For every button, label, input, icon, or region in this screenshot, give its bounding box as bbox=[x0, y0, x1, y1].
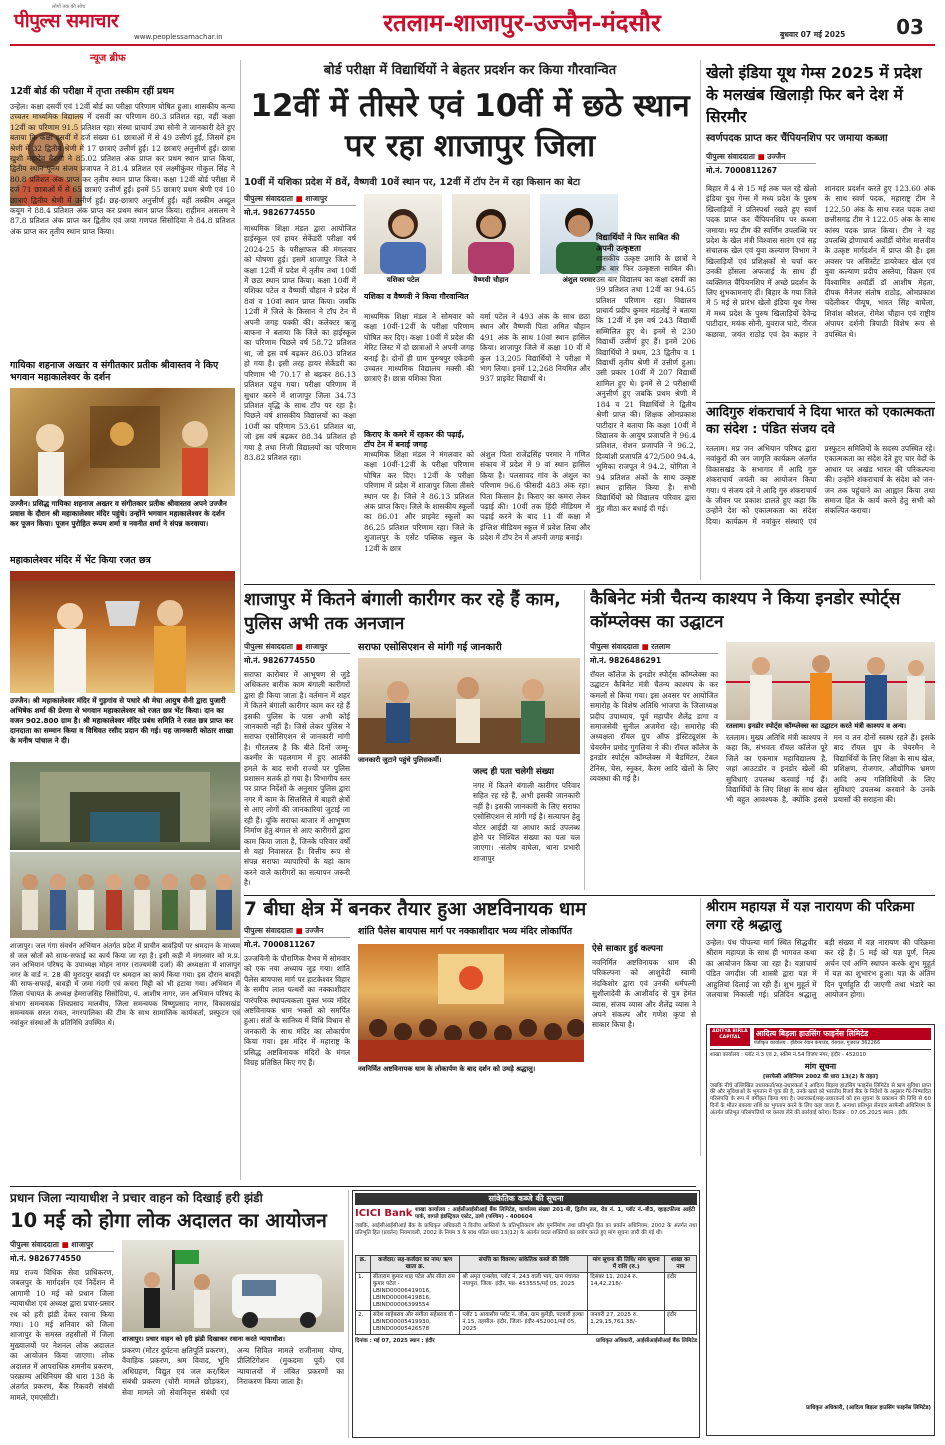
khelo-mobile: मो.नं. 7000811267 bbox=[706, 166, 778, 175]
aditya-reg-office: पंजीकृत कार्यालय : इंडियन रेयान कंपाउंड, वेरावल, गुजरात 362266 bbox=[753, 1040, 881, 1046]
icici-col-borrower: कर्जदार/ सह-कर्जदार का नाम/ ऋण खाता क्र. bbox=[370, 1255, 460, 1272]
cabinet-headline: कैबिनेट मंत्री चैतन्य काश्यप ने किया इनडोर स्पोर्ट्स कॉम्प्लेक्स का उद्घाटन bbox=[590, 589, 901, 632]
table-row bbox=[356, 1310, 697, 1334]
photo-vaishnavi bbox=[452, 194, 530, 274]
table-cell: संदेश साहेबराव और संगीता सहेबराव वी - LBIND00005419930, LBIND00005426578 bbox=[370, 1310, 460, 1334]
sub3-body: वर्मा पटेल ने 493 अंक के साथ छठा स्थान और वैष्णवी पिता अमित चौहान 491 अंक के साथ 10वां स्थान हासिल किया। शाजापुर जिले में कक्षा 10 वीं में कुल 13,205 विद्यार्थियों ने परीक्षा में भाग लिया। इनमें 12,268 नियमित और 937 प्राइवेट विद्यार्थी थे। bbox=[480, 312, 590, 384]
col-divider-4 bbox=[700, 898, 701, 1156]
icici-address: शाखा कार्यालय : आईसीआईसीआई बैंक लिमिटेड, कार्यालय संख्या 201-बी, द्वितीय तल, रोड नं. 1, प्लॉट नं.-बी3, व्हाइटफील्ड आईटी पार्क, वागले इंडस्ट्रियल एस्टेट, ठाणे (पश्चिम) - 400604 bbox=[415, 1207, 695, 1220]
sub4-body: अंशुल पिता राजेंद्रसिंह परमार ने गणित संकाय में प्रदेश में 9 वां स्थान हासिल किया है। पलसावद गांव के अंशुल का परिणाम 96.6 फीसदी 483 अंक रहा। पिता किसान है। किराए का कमरा लेकर पढ़ाई की। 10वीं तक हिंदी मीडियम में पढ़ाई करने के बाद 11 वीं कक्षा में इंग्लिश मीडियम स्कूल में प्रवेश लिया और प्रदेश में टॉप टेन में अपनी जगह बनाई। bbox=[480, 450, 590, 543]
edition-title: रतलाम-शाजापुर-उज्जैन-मंदसौर bbox=[383, 9, 661, 37]
lead-sub-b bbox=[480, 292, 590, 570]
table-cell: दिसंबर 11, 2024 रु. 14,42,218/- bbox=[588, 1272, 665, 1310]
news-brief-label: न्यूज ब्रीफ bbox=[90, 53, 126, 64]
lok-adalat-byline: पीपुल्स संवाददाता ■ शाजापुर bbox=[10, 1240, 114, 1252]
shankaracharya-story bbox=[706, 404, 935, 580]
ashtavinayak-col-1 bbox=[244, 926, 350, 1146]
masthead bbox=[0, 0, 945, 50]
bengali-byline: पीपुल्स संवाददाता ■ शाजापुर bbox=[244, 642, 350, 654]
ashtavinayak-body: उज्जयिनी के पौराणिक वैभव में सोमवार को एक नया अध्याय जुड़ गया। शांति पैलेस बायपास मार्ग पर हाटकेश्वर विहार के समीप लाल पत्थरों का नक्काशीदार पारंपरिक स्थापत्यकला युक्त भव्य मंदिर अष्टविनायक धाम भक्तों को समर्पित हुआ। संतों के सानिध्य में विधि विधान से जनकारी के साथ मंदिर का लोकार्पण किया गया। इस मंदिर में महाराष्ट्र के प्रसिद्ध अष्टविनायक मंदिरों के मंगल विग्रह प्रतिष्ठित किए गए हैं। bbox=[244, 954, 350, 1068]
shankaracharya-headline: आदिगुरु शंकराचार्य ने दिया भारत को एकात्मकता का संदेश : पंडित संजय दवे bbox=[706, 405, 935, 437]
bengali-mobile: मो.नं. 9826774550 bbox=[244, 656, 316, 665]
icici-sign: प्राधिकृत अधिकारी, आईसीआईसीआई बैंक लिमिटेड bbox=[596, 1337, 697, 1344]
bengali-headline: शाजापुर में कितने बंगाली कारीगर कर रहे हैं काम, पुलिस अभी तक अनजान bbox=[244, 590, 561, 634]
brief-2-title: गायिका शहनाज अख्तर व संगीतकार प्रतीक श्रीवास्तव ने किए भगवान महाकालेश्वर के दर्शन bbox=[10, 360, 219, 383]
aditya-sign: प्राधिकृत अधिकारी, (आदित्य बिड़ला हाउसिंग फाइनेंस लिमिटेड) bbox=[806, 1404, 931, 1411]
ashtavinayak-media bbox=[358, 944, 584, 1074]
caption-anshul: अंशुल परमार bbox=[562, 276, 596, 284]
lok-adalat-story bbox=[10, 1190, 344, 1438]
lok-adalat-kicker: प्रधान जिला न्यायाधीश ने प्रचार वाहन को दिखाई हरी झंडी bbox=[10, 1191, 263, 1205]
lok-adalat-col-2 bbox=[122, 1240, 344, 1432]
cabinet-row bbox=[590, 642, 935, 888]
cabinet-body: रॉयल कॉलेज के इनडोर स्पोर्ट्स कॉम्प्लेक्स का उद्घाटन कैबिनेट मंत्री चैतन्य काश्यप के कर कमलों से किया गया। इस अवसर पर आयोजित समारोह के विशेष अतिथि भाजपा के जिलाध्यक्ष प्रदीप उपाध्याय, पूर्व महापौर शैलेंद्र डागा व समाजसेवी सुनील अजमेरा रहे। समारोह की अध्यक्षता रॉयल ग्रुप ऑफ इंस्टिट्यूशंस के चेयरमैन प्रमोद गुगलिया ने की। रॉयल कॉलेज के इनडोर स्पोर्ट्स कॉम्प्लेक्स में बैडमिंटन, टेबल टेनिस, चेस, स्नूकर, कैरम आदि खेलों के लिए व्यवस्था की गई है। bbox=[590, 670, 718, 784]
cabinet-story bbox=[590, 588, 935, 888]
brand-tag: लोगों तक की सोच bbox=[52, 4, 86, 10]
ashtavinayak-body-cont bbox=[358, 1076, 696, 1146]
table-cell: इंदौर bbox=[665, 1272, 697, 1310]
lok-adalat-mobile: मो.नं. 9826774550 bbox=[10, 1254, 82, 1263]
lok-adalat-headline: 10 मई को होगा लोक अदालत का आयोजन bbox=[10, 1209, 327, 1232]
khelo-bottom-rule bbox=[706, 402, 935, 403]
ashtavinayak-box bbox=[592, 944, 696, 1074]
brief-3-title: महाकालेश्वर मंदिर में भेंट किया रजत छत्र bbox=[10, 555, 151, 566]
col-divider-1 bbox=[240, 60, 241, 1180]
bengali-story bbox=[244, 588, 580, 893]
shehnaz-photo bbox=[10, 388, 235, 496]
icici-notice bbox=[352, 1190, 700, 1438]
ashtavinayak-mobile: मो.नं. 7000811267 bbox=[244, 940, 316, 949]
table-row bbox=[356, 1272, 697, 1310]
silver-chhatra-photo bbox=[10, 571, 235, 693]
sarafa-photo bbox=[358, 658, 580, 754]
flag-off-photo bbox=[122, 1240, 344, 1332]
ashtavinayak-col-2 bbox=[358, 926, 696, 1146]
shramdaan-caption: शाजापुर। जल गंगा संवर्धन अभियान अंतर्गत प्रदेश में प्राचीन बावड़ियों पर श्रमदान के माध्यम से जल स्रोतों को साफ-सफाई का कार्य किया जा रहा है। इसी कड़ी में मंगलवार को म.प्र. जन अभियान परिषद के उपाध्यक्ष मोहन नागर (राज्यमंत्री दर्जा) की अध्यक्षता में शाजापुर नगर के वार्ड न. 28 की मुरादपुर बावड़ी पर श्रमदान का कार्य किया गया। इस दौरान बावड़ी की साफ-सफाई, बावड़ी में जमा गंदगी एवं कचरा मिट्टी को भी हटाया गया। अभियान में जिला पंचायत के अध्यक्ष हेमराजसिंह सिसोदिया, पं. आशीष नागर, जन अभियान परिषद के संभाग समन्वयक शिवप्रसाद मालवीय, जिला समन्वयक विष्णुप्रसाद नागर, विकासखंड समन्वयक सरल रावत, नगरपालिका की टीम के साथ सामाजिक कार्यकर्ता, प्रस्फुटन एवं नवांकुर संस्थाओं के प्रतिनिधि उपस्थित थे। bbox=[10, 942, 240, 1027]
lead-photo-captions bbox=[364, 276, 618, 285]
aditya-body: जबकि नीचे उल्लिखित उधारकर्ता/सह-उधारकर्ता ने आदित्य बिड़ला हाउसिंग फाइनेंस लिमिटेड से ऋण सुविधा प्राप्त की और सुविधाओं के भुगतान में चूक की है, उनके खाते को भारतीय रिजर्व बैंक के निर्देशों के अनुसार गैर-निष्पादित परिसंपत्ति के रूप में वर्गीकृत किया गया है। उधारकर्ता/सह-उधारकर्ता को इस सूचना के प्रकाशन की तिथि से 60 दिनों के भीतर बकाया राशि का भुगतान करने के लिए कहा जाता है, अन्यथा प्रतिभूत लेनदार सरफेसी अधिनियम के अंतर्गत प्रतिभूत परिसंपत्तियों पर कब्जा लेने की कार्रवाई करेगा। दिनांक : 07.05.2025 स्थान : इंदौर bbox=[710, 1082, 931, 1117]
khelo-headline: खेलो इंडिया यूथ गेम्स 2025 में प्रदेश के मलखंब खिलाड़ी फिर बने देश में सिरमौर bbox=[706, 64, 922, 126]
page-number: 03 bbox=[896, 15, 924, 39]
brand-url[interactable]: www.peoplessamachar.in bbox=[134, 33, 223, 41]
khelo-byline: पीपुल्स संवाददाता ■ उज्जैन bbox=[706, 152, 816, 164]
table-cell: प्लॉट 1 आवासीय प्लॉट नं. जी4, ग्राम कुमेड़ी, पटवारी हल्का नं.15, तहसील- इंदौर, जिला- इंदौर-452001/मई 05, 2025 bbox=[460, 1310, 588, 1334]
bengali-sub-row bbox=[358, 767, 580, 893]
shriram-story bbox=[706, 898, 935, 1018]
brand-block bbox=[14, 4, 223, 42]
lok-adalat-row bbox=[10, 1240, 344, 1432]
brief-3-caption: उज्जैन। श्री महाकालेश्वर मंदिर में गुड़गांव से पधारे श्री मेघा आयुष सैनी द्वारा पुजारी अभिषेक शर्मा की प्रेरणा से भगवान महाकालेश्वर को रजत छत्र भेंट किया। दान का वजन 902.800 ग्राम है। श्री महाकालेश्वर मंदिर प्रबंध समिति ने रजत छत्र प्राप्त कर दानदाता का सम्मान किया व विधिवत रसीद प्रदान की गई। यह जानकारी कोठार शाखा के मनीष पांचाल ने दी। bbox=[10, 696, 234, 745]
shriram-body: उन्हेल। पंथ पीपल्या मार्ग स्थित सिद्धवीर श्रीराम महायज्ञ के साथ ही भागवत कथा का आयोजन किया जा रहा है। यज्ञाचार्य पंडित जगदीश जी शास्त्री द्वारा यज्ञ में आहुतियां दिलाई जा रही हैं। शुभ मुहूर्त में जलयात्रा निकाली गई। प्रतिदिन श्रद्धालु बड़ी संख्या में यज्ञ नारायण की परिक्रमा कर रहे हैं। 5 मई को यज्ञ पूर्ण, नित्य अर्चन एवं अग्नि स्थापन करके शुभ मुहूर्त में यज्ञ का शुभारंभ हुआ। यज्ञ के अंतिम दिन पूर्णाहुति दी जाएगी तथा भंडारे का आयोजन होगा। bbox=[706, 938, 935, 1000]
lead-subhead: 10वीं में यशिका प्रदेश में 8वें, वैष्णवी 10वें स्थान पर, 12वीं में टॉप टेन में रहा किसान का बेटा bbox=[244, 177, 581, 188]
ashtavinayak-box-title: ऐसे साकार हुई कल्पना bbox=[592, 944, 663, 954]
icici-col-sn: क्र. bbox=[356, 1255, 371, 1272]
sub2-body: माध्यमिक शिक्षा मंडल ने मंगलवार को कक्षा 10वीं-12वीं के परीक्षा परिणाम घोषित कर दिए। 12वीं के परीक्षा परिणाम में प्रदेश में शाजापुर जिला तीसरे स्थान पर है। जिले ने 86.13 प्रतिशत अंक प्राप्त किए। जिले के शासकीय स्कूलों का 86.01 और प्राइवेट स्कूलों का 86.25 प्रतिशत परिणाम रहा। जिले के शुजालपुर के एसेंट पब्लिक स्कूल के 12वीं के छात्र bbox=[364, 450, 474, 553]
shriram-headline: श्रीराम महायज्ञ में यज्ञ नारायण की परिक्रमा लगा रहे श्रद्धालु bbox=[706, 899, 915, 933]
bengali-body-cont bbox=[358, 767, 465, 893]
sub1-body: माध्यमिक शिक्षा मंडल ने सोमवार को कक्षा 10वीं-12वीं के परीक्षा परिणाम घोषित कर दिए। कक्षा 10वीं में प्रदेश की मेरिट लिस्ट में दो छात्राओं ने अपनी जगह बनाई है। दोनों ही ग्राम पुरुषपुर एकेडमी उच्चतर माध्यमिक विद्यालय मक्सी की छात्राएं हैं। छात्रा यशिका पिता bbox=[364, 312, 474, 384]
icici-title: सांकेतिक कब्जे की सूचना bbox=[355, 1193, 697, 1205]
bengali-sub-body: नगर में कितने बंगाली कारीगर परिवार सहित रह रहे हैं, अभी इसकी जानकारी नहीं है। इसकी जानकारी के लिए सराफा एसोसिएशन से मांगी गई है। सत्यापन हेतु वोटर आईडी या आधार कार्ड उपलब्ध होने पर निश्चित संख्या का पता चल जाएगा। -संतोष वाघेला, थाना प्रभारी शाजापुर bbox=[473, 781, 580, 863]
cabinet-photo-caption: रतलाम। इनडोर स्पोर्ट्स कॉम्प्लेक्स का उद्घाटन करते मंत्री काश्यप व अन्य। bbox=[726, 722, 907, 730]
lead-box bbox=[596, 232, 696, 582]
ashtavinayak-headline: 7 बीघा क्षेत्र में बनकर तैयार हुआ अष्टविनायक धाम bbox=[244, 899, 587, 920]
khelo-subhead: स्वर्णपदक प्राप्त कर चैंपियनशिप पर जमाया कब्जा bbox=[706, 133, 888, 144]
brief-1-body: उन्हेल। कक्षा दसवीं एवं 12वीं बोर्ड का परीक्षा परिणाम घोषित हुआ। शासकीय कन्या उच्चतर माध्यमिक विद्यालय में दसवीं का परिणाम 80.3 प्रतिशत रहा, वहीं कक्षा 12वीं का परिणाम 91.5 प्रतिशत रहा। संस्था प्राचार्य उषा सोनी ने जानकारी देते हुए बताया कि कक्षा दसवीं में दर्ज संख्या 61 छात्राओं में से 49 उत्तीर्ण हुईं, जिसमें हम श्रेणी में 32 द्वितीय श्रेणी में 17 छात्राएं उत्तीर्ण हुईं। 12 छात्राएं अनुत्तीर्ण हुईं। छात्रा खुशी महादेव बैरागी ने 85.02 प्रतिशत अंक प्राप्त कर प्रथम स्थान प्राप्त किया, द्वितीय स्थान पूनम संजय प्रजापत ने 81.4 प्रतिशत एवं लक्ष्मीकुंवर गोकुल सिंह ने 80.8 प्रतिशत अंक प्राप्त कर तृतीय स्थान प्राप्त किया। कक्षा 12वीं बोर्ड परीक्षा में दर्ज 71 छात्राओं में से 65 छात्राएं उत्तीर्ण हुईं। इनमें 55 छात्राएं प्रथम श्रेणी एवं 10 छात्राएं द्वितीय श्रेणी में उत्तीर्ण हुईं। छह-छात्राएं अनुत्तीर्ण हुईं। वहीं तस्कीम अब्दुल कयूम ने 88.4 प्रतिशत अंक प्राप्त कर प्रथम स्थान प्राप्त किया। राहीमन असलम ने 87.8 प्रतिशत अंक प्राप्त कर द्वितीय एवं जया गणपत सिसोदिया ने 84.8 प्रतिशत अंक प्राप्त कर तृतीय स्थान प्राप्त किया। bbox=[10, 102, 235, 236]
icici-col-branch: शाखा का नाम bbox=[665, 1255, 697, 1272]
aditya-header bbox=[710, 1028, 931, 1050]
table-cell: श्री अमृत एन्क्लेव, प्लॉट नं. 243 वाली भाग, ग्राम पंचायत नयापुरा, जिला- इंदौर, मप्र- 453555/मई 05, 2025 bbox=[460, 1272, 588, 1310]
icici-footer bbox=[355, 1338, 697, 1345]
col-divider-3 bbox=[584, 590, 585, 890]
lok-adalat-body: मप्र राज्य विधिक सेवा प्राधिकरण, जबलपुर के मार्गदर्शन एवं निर्देशन में आगामी 10 मई को प्रधान जिला न्यायाधीश एवं अध्यक्ष द्वारा प्रचार-प्रसार रथ को हरी झंडी देकर रवाना किया गया। 10 मई शनिवार को जिला शाजापुर के समस्त तहसीलों में जिला मुख्यालयों पर नेशनल लोक अदालत का आयोजन किया जाएगा। लोक अदालत में आपराधिक शमनीय प्रकरण, परक्राम्य अधिनियम की धारा 138 के अंतर्गत प्रकरण, बैंक रिकवरी संबंधी मामले, एमएसीटी। bbox=[10, 1268, 114, 1402]
temple-photo bbox=[358, 944, 584, 1062]
lead-byline: पीपुल्स संवाददाता ■ शाजापुर bbox=[244, 194, 356, 206]
lead-body: माध्यमिक शिक्षा मंडल द्वारा आयोजित हाईस्कूल एवं हायर सेकेंडरी परीक्षा वर्ष 2024-25 के परीक्षाफल की मंगलवार को घोषणा हुई। इसमें शाजापुर जिले ने कक्षा 12वीं में प्रदेश में तृतीय तथा 10वीं में छठा स्थान प्राप्त किया। कक्षा 10वीं में यशिका पटेल व वैष्णवी चौहान ने प्रदेश में 8वां व 10वां स्थान प्राप्त किया। जबकि 12वीं में जिले के किसान ने टॉप टेन में अपनी जगह पक्की की। कलेक्टर ऋजु बाफना ने बताया कि जिले का हाईस्कूल का परिणाम पिछले वर्ष 58.72 प्रतिशत था, जो इस वर्ष बढ़कर 86.03 प्रतिशत हो गया है। इसी तरह हायर सेकेंडरी का परिणाम भी 70.17 से बढ़कर 86.13 प्रतिशत पहुंच गया। परीक्षा परिणाम में सुधार करने में शाजापुर जिला 34.73 प्रतिशत वृद्धि के साथ टॉप पर रहा है। पिछले वर्ष शासकीय विद्यालयों का कक्षा 10वीं का परिणाम 53.61 प्रतिशत था, जो इस वर्ष बढ़कर 88.34 प्रतिशत हो गया है तथा निजी विद्यालयों का परिणाम 83.82 प्रतिशत रहा। bbox=[244, 224, 356, 462]
lead-sub-a bbox=[364, 292, 474, 570]
bengali-sub-title: जल्द ही पता चलेगी संख्या bbox=[473, 767, 554, 777]
table-cell: 1. bbox=[356, 1272, 371, 1310]
caption-yashika: यशिका पटेल bbox=[386, 276, 420, 284]
col-divider-2 bbox=[700, 60, 701, 580]
aditya-company: आदित्य बिड़ला हाउसिंग फाइनेंस लिमिटेड bbox=[754, 1028, 931, 1040]
aditya-branch: शाखा कार्यालय : प्लॉट नं.3 एवं 2, स्कीम नं.54 विजय नगर, इंदौर - 452010 bbox=[710, 1051, 867, 1058]
caption-vaishnavi: वैष्णवी चौहान bbox=[473, 276, 509, 284]
bengali-row bbox=[244, 642, 580, 893]
col-divider-5 bbox=[348, 1190, 349, 1438]
ashtavinayak-media-row bbox=[358, 944, 696, 1074]
shramdaan-section bbox=[10, 762, 240, 1184]
bengali-body: सराफा कारोबार में आभूषण से जुड़े अधिकतर बारीक काम बंगाली कारीगरों द्वारा ही किया जाता है। वर्तमान में शहर में कितने बंगाली कारीगर काम कर रहे हैं इसकी पुलिस के पास अभी कोई जानकारी नहीं है। जिसे लेकर पुलिस ने सराफा एसोसिएशन से जानकारी मांगी है। गौरतलब है कि बीते दिनों जम्मू-कश्मीर के पहलगाम में हुए आतंकी हमले के बाद सभी राज्यों पर पुलिस प्रशासन सतर्क हो गया है। विभागीय स्तर पर प्राप्त निर्देशों के अनुसार पुलिस द्वारा नगर में काम के सिलसिले में बाहरी क्षेत्रों से आए लोगों की जानकारियां जुटाई जा रही हैं। चूंकि सराफा बाजार में आभूषण निर्माण हेतु बंगाल से आए कारीगरों द्वारा काम किया जाता है, जिनके परिवार वर्षों से यहां निवासरत हैं। वित्तीय रूप से संपन्न सराफा व्यापारियों के यहां काम करने वाले कारीगरों का सत्यापन जरूरी है। bbox=[244, 670, 350, 888]
lead-box-title: विद्यार्थियों ने फिर साबित की अपनी उत्कृष्टता bbox=[596, 232, 680, 253]
lead-col-1 bbox=[244, 194, 356, 570]
icici-header bbox=[355, 1207, 697, 1221]
aditya-title: मांग सूचना bbox=[804, 1061, 837, 1071]
khelo-body: बिहार में 4 से 15 मई तक चल रहे खेलो इंडिया यूथ गेम्स में मध्य प्रदेश के पुरुष खिलाड़ियों ने प्रतिस्पर्धा रखते हुए स्वर्ण पदक प्राप्त कर चैंपियनशिप पर कब्जा जमाया। मप्र टीम की स्वर्णिम उपलब्धि पर प्रदेश के खेल मंत्री विश्वास सारंग एवं सह संचालक खेल एवं युवा कल्याण विभाग ने खिलाड़ियों एवं प्रशिक्षकों से चर्चा कर उनकी होंसला अफजाई के साथ ही व्यक्तिगत चैंपियनशिप में अच्छे प्रदर्शन के लिए शुभकामनाएं दीं। बिहार के गया जिले में 5 मई से प्रारंभ खेलो इंडिया यूथ गेम्स में मध्य प्रदेश के पुरुष खिलाड़ियों देवेन्द्र पाटीदार, मयंक सोनी, युवराज घाटे, नीरज कछावा, जयंत राठोड़ एवं देव कहार ने शानदार प्रदर्शन करते हुए 123.60 अंक के साथ स्वर्ण पदक, महाराष्ट्र टीम ने 122.50 अंक के साथ रजत पदक तथा छत्तीसगढ़ टीम ने 122.05 अंक के साथ कांस्य पदक प्राप्त किया। टीम ने यह उपलब्धि द्रोणाचार्य अवॉर्डी योगेश मालवीय के उत्कृष्ट मार्गदर्शन में प्राप्त की है। इस अवसर पर असिस्टेंट डायरेक्टर खेल एवं युवा कल्याण प्रदीप अस्तेया, विक्रम एवं विश्वामित्र अवॉर्डी डॉ आशीष मेहता, दीपक मैनेजर संतोष राठोड़, ओमप्रकाश चंदेलीकर पीयूष, भारत सिंह बाघेला, शिवांश कौशल, रोमेश चौहान एवं राष्ट्रीय अंपायर दर्शनी त्रिपाठी विशेष रूप से उपस्थित थे। bbox=[706, 184, 935, 339]
ashtavinayak-row bbox=[244, 926, 696, 1146]
bengali-side bbox=[473, 767, 580, 893]
ashtavinayak-subhead: शांति पैलेस बायपास मार्ग पर नक्काशीदार भव्य मंदिर लोकार्पित bbox=[358, 926, 573, 937]
lok-adalat-body2: प्रकरण (मोटर दुर्घटना क्षतिपूर्ति प्रकरण), वैवाहिक प्रकरण, श्रम विवाद, भूमि अधिग्रहण, विद्युत एवं जल कर/बिल संबंधी प्रकरण (चोरी मामले छोड़कर), सेवा मामले जो सेवानिवृत्त संबंधी एवं अन्य सिविल मामले राजीनामा योग्य, प्रीलिटिगेशन (मुकदमा पूर्व) एवं न्यायालयों में लंबित प्रकरणों का निराकरण किया जाता है। bbox=[122, 1346, 344, 1397]
ribbon-cutting-photo bbox=[726, 642, 935, 720]
bawdi-photo-2 bbox=[10, 852, 240, 938]
bawdi-photo-1 bbox=[10, 762, 240, 850]
brief-2-caption: उज्जैन। प्रसिद्ध गायिका शहनाज अख्तर व संगीतकार प्रतीक श्रीवास्तव अपने उज्जैन प्रवास के दौरान श्री महाकालेश्वर मंदिर पहुंचे। उन्होंने भगवान महाकालेश्वर के दर्शन कर पूजन किया। पूजन पुरोहित रूपम शर्मा व नवनीत शर्मा ने संपन्न करवाया। bbox=[10, 499, 227, 528]
row-rule-3 bbox=[10, 1186, 696, 1187]
khelo-india-story bbox=[706, 62, 935, 400]
ashtavinayak-byline: पीपुल्स संवाददाता ■ उज्जैन bbox=[244, 926, 350, 938]
bengali-subhead: सराफा एसोसिएशन से मांगी गई जानकारी bbox=[358, 642, 502, 653]
lead-mobile: मो.नं. 9826774550 bbox=[244, 208, 316, 217]
table-cell: 2. bbox=[356, 1310, 371, 1334]
table-cell: सीताराम कुमार शाह पटेल और सीता राम कुमार पटेल - LBIND00006419016, LBIND00006419816, LBIND00006399554 bbox=[370, 1272, 460, 1310]
brief-1-body-wrap bbox=[10, 102, 235, 354]
cabinet-mobile: मो.नं. 9826486291 bbox=[590, 656, 662, 665]
row-rule-1 bbox=[244, 584, 935, 585]
flag-off-caption: शाजापुर। प्रचार वाहन को हरी झंडी दिखाकर रवाना करते न्यायाधीश। bbox=[122, 1335, 285, 1343]
shankaracharya-body: रतलाम। मप्र जन अभियान परिषद द्वारा नवांकुरों की जन जागृति कार्यक्रम अंतर्गत विकासखंड के सभागार में आदि गुरु शंकराचार्य जयंती का आयोजन किया गया। पं संजय दवे ने आदि गुरु शंकराचार्य के जीवन पर प्रकाश डालते हुए कहा कि उन्होंने देश को एकात्मकता का संदेश दिया। कार्यक्रम में नवांकुर संस्थाएं एवं प्रस्फुटन समितियों के सदस्य उपस्थित रहे। एकात्मकता का संदेश देते हुए चार वेदों के आधार पर अखंड भारत की परिकल्पना की। उन्होंने शंकराचार्य के संदेश को जन-जन तक पहुंचाने का आह्वान किया तथा समाज हित के कार्य करने हेतु सभी को संकल्पित कराया। bbox=[706, 444, 935, 526]
icici-date-place: दिनांक : मई 07, 2025 स्थान : इंदौर bbox=[355, 1337, 435, 1344]
icici-col-property: संपत्ति का विवरण/ सांकेतिक कब्जे की तिथि bbox=[460, 1255, 588, 1272]
ashtavinayak-box-body: नवनिर्मित अष्टविनायक धाम की परिकल्पना को आशुवेदी स्वामी नंदकिशोर द्वारा एवं उनकी धर्मपत्नी सुशीलादेवी के आशीर्वाद से पुत्र हेमंत व्यास, संजय व्यास और शैलेंद्र व्यास ने अपने संकल्प और गणेश कृपा से साकार किया है। bbox=[592, 958, 696, 1030]
cabinet-body2: रतलाम। मुख्य अतिथि मंत्री काश्यप ने कहा कि, संभवतः रॉयल कॉलेज पूरे जिले का एकमात्र महाविद्यालय है, जहां आउटडोर व इनडोर खेलों की सुविधाएं उपलब्ध करवाई गई हैं। विद्यार्थियों के लिए शिक्षा के साथ खेल भी बहुत आवश्यक है, क्योंकि इससे मन व तन दोनों स्वस्थ रहते हैं। इसके बाद रॉयल ग्रुप के चेयरमैन ने विद्यार्थियों के लिए शिक्षा के साथ खेल, प्रशिक्षण, रोजगार, औद्योगिक भ्रमण आदि अन्य गतिविधियों के लिए सुविधाएं उपलब्ध करवाने के उनके प्रयासों की सराहना की। bbox=[726, 733, 935, 805]
aditya-logo: ADITYA BIRLA CAPITAL bbox=[710, 1028, 750, 1046]
table-cell: जनवरी 27, 2025 रु. 1,29,15,761.38/- bbox=[588, 1310, 665, 1334]
table-cell: इंदौर bbox=[665, 1310, 697, 1334]
lok-adalat-col-1 bbox=[10, 1240, 114, 1432]
masthead-rule bbox=[10, 44, 935, 46]
icici-table bbox=[355, 1255, 697, 1335]
sub1-title: यशिका व वैष्णवी ने किया गौरवान्वित bbox=[364, 292, 469, 301]
temple-photo-caption: नवनिर्मित अष्टविनायक धाम के लोकार्पण के बाद दर्शन को उमड़े श्रद्धालु। bbox=[358, 1065, 536, 1073]
cabinet-byline: पीपुल्स संवाददाता ■ रतलाम bbox=[590, 642, 718, 654]
icici-logo: ICICI Bank bbox=[355, 1208, 413, 1220]
page-date: बुधवार 07 मई 2025 bbox=[780, 30, 846, 39]
sub2-title: किराए के कमरे में रहकर की पढ़ाई, टॉप टेन में बनाई जगह bbox=[364, 430, 465, 449]
cabinet-col-1 bbox=[590, 642, 718, 888]
aditya-subtitle: [सरफेसी अधिनियम 2002 की धारा 13(2) के तहत] bbox=[762, 1073, 879, 1080]
sarafa-caption: जानकारी जुटाने पहुंचे पुलिसकर्मी। bbox=[358, 756, 442, 764]
cabinet-col-2 bbox=[726, 642, 935, 888]
aditya-company-wrap bbox=[754, 1028, 931, 1047]
icici-intro: जबकि, आईसीआईसीआई बैंक के प्राधिकृत अधिकारी ने वित्तीय आस्तियों के प्रतिभूतिकरण और पुनर्निर्माण तथा प्रतिभूति हित का प्रवर्तन अधिनियम, 2002 के अंतर्गत तथा प्रतिभूति हित (प्रवर्तन) नियमावली, 2002 के नियम 3 के साथ पठित धारा 13(12) के अंतर्गत प्रदत्त शक्तियों का प्रयोग करते हुए मांग सूचना जारी की गई थी। bbox=[355, 1222, 697, 1236]
photo-yashika bbox=[364, 194, 442, 274]
brief-1-title: 12वीं बोर्ड की परीक्षा में तृप्ता तस्कीम रहीं प्रथम bbox=[10, 86, 174, 97]
brand-logo: पीपुल्स समाचार bbox=[14, 10, 119, 32]
lead-kicker: बोर्ड परीक्षा में विद्यार्थियों ने बेहतर प्रदर्शन कर किया गौरवान्वित bbox=[323, 63, 617, 78]
icici-col-demand: मांग सूचना की तिथि/ मांग सूचना में राशि (रु.) bbox=[588, 1255, 665, 1272]
row-rule-2 bbox=[244, 895, 935, 896]
aditya-birla-notice bbox=[706, 1024, 935, 1436]
icici-table-header bbox=[356, 1255, 697, 1272]
lead-story bbox=[244, 62, 696, 584]
lead-headline: 12वीं में तीसरे एवं 10वीं में छठे स्थान पर रहा शाजापुर जिला bbox=[250, 88, 690, 164]
bengali-col-1 bbox=[244, 642, 350, 893]
bengali-col-2 bbox=[358, 642, 580, 893]
lead-box-body: शासकीय उत्कृष्ट उमावि के छात्रों ने एक बार फिर उत्कृष्टता साबित की। उस बार विद्यालय का कक्षा दसवीं का 99 प्रतिशत तथा 12वीं का 94.65 प्रतिशत परिणाम रहा। विद्यालय प्राचार्य प्रदीप कुमार मंडलोई ने बताया कि 12वीं में इस वर्ष 243 विद्यार्थी सम्मिलित हुए थे। इनमें से 230 विद्यार्थी उत्तीर्ण हुए हैं। इनमें 206 विद्यार्थियों ने प्रथम, 23 द्वितीय व 1 विद्यार्थी तृतीय श्रेणी में उत्तीर्ण हुआ। उसी प्रकार 10वीं में 207 विद्यार्थी शामिल हुए थे। इनमें से 2 परीक्षार्थी अनुत्तीर्ण हुए जबकि प्रथम श्रेणी में 184 व 21 विद्यार्थियों ने द्वितीय श्रेणी प्राप्त की। शिक्षक ओमप्रकाश पाटीदार ने बताया कि कक्षा 10वीं में विद्यालय के आयुष प्रजापति ने 96.4 प्रतिशत, रोशन प्रजापति ने 96.2, दिव्यांशी प्रजापति 472/500 94.4, भूमिका राजपूत ने 94.2, योगिता ने 94 प्रतिशत अंकों के साथ उत्कृष्ट स्थान हासिल किया है। सभी विद्यार्थियों को विद्यालय परिवार द्वारा मुंह मीठा कर बधाई दी गई। bbox=[596, 254, 696, 513]
ashtavinayak-story bbox=[244, 898, 696, 1158]
